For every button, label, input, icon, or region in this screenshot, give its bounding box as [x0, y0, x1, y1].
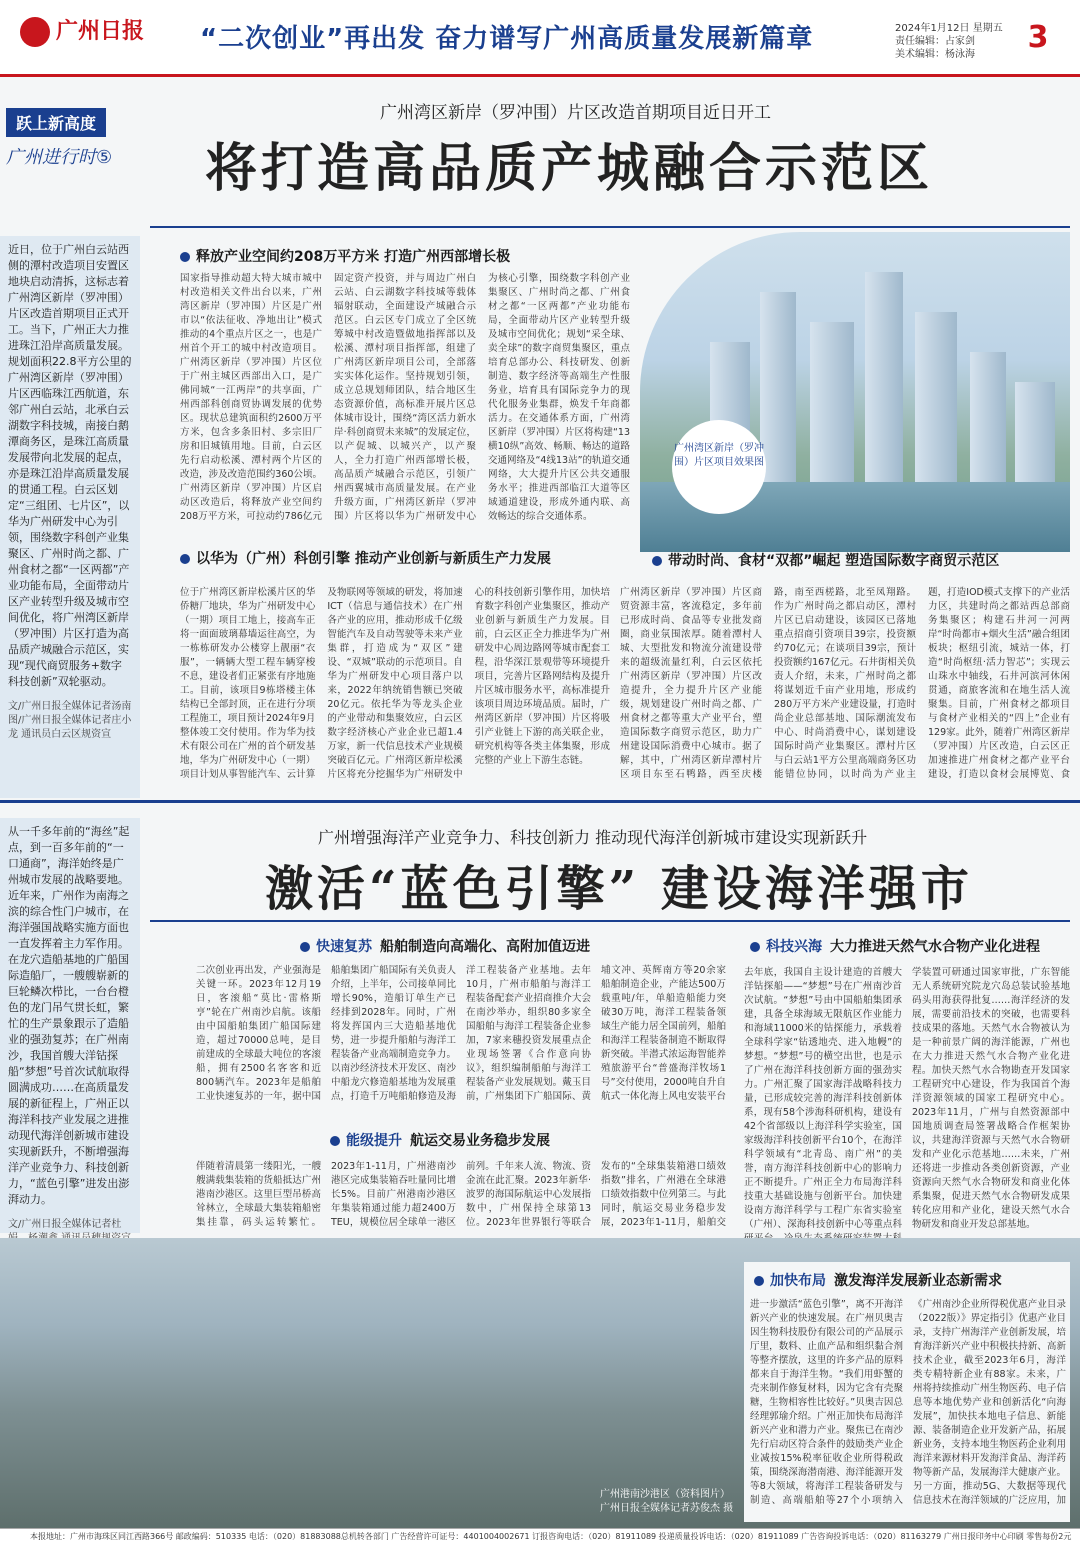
- editor-credit: 责任编辑：占家剑: [895, 36, 975, 47]
- story1-divider: [150, 226, 1070, 228]
- masthead: [0, 0, 1080, 77]
- story1-subtitle: 广州湾区新岸（罗冲围）片区改造首期项目近日开工: [380, 103, 771, 123]
- story2-section1-body: 二次创业再出发，产业强海是关键一环。2023年12月19日，客滚船“莫比·雷格斯亨”轮在广州南沙启航。该船由中国船舶集团广船国际建造，超过70000总吨，是目前建成的全球最大吨位的客滚船，拥有2500名客客和近800辆汽车。2023年是船舶工业快速复苏的一年，据中国船舶集团广船国际有关负责人介绍，上半年，公司接单同比增长90%，造船订单生产已经排到2028年。同时，广州将发挥国内三大造船基地优势，进一步提升船舶与海洋工程装备产业高端制造竞争力。以南沙经济技术开发区、南沙中船龙穴修造船基地为发展重点，打造千万吨船舶修造及海洋工程装备产业基地。去年10月，广州市船舶与海洋工程装备配套产业招商推介大会在南沙举办，组织80多家全国船舶与海洋工程装备企业参加，7家来穗投资发展重点企业现场签署《合作意向协议》，组织编制船舶与海洋工程装备产业发展规划。戴玉目前，广州集团下广船国际、黄埔文冲、英辉南方等20余家船舶制造企业，产能达500万载重吨/年，单船造船能力突破30万吨，海洋工程装备领域生产能力居全国前列，船舶和海洋工程装备制造不断取得新突破。半潜式浓运海智能养殖旅游平台“普盛海洋牧场1号”交付使用，2000吨自升自航式一体化海上风电安装平台: [196, 965, 726, 1102]
- story1-title: 将打造高品质产城融合示范区: [205, 138, 934, 199]
- series-tag-title: 跃上新高度: [6, 108, 106, 137]
- tower-shape: [1015, 382, 1055, 492]
- page-footer: 本报地址：广州市海珠区同江西路366号 邮政编码：510335 电话：（020）81883088总机转各部门 广告经营许可证号：4401004002671 订报咨询电话：（020）81911089 投递质量投诉电话：（020）81911089 广告咨询投诉电话：（020）81163279 广州日报印务中心印刷 零售每份2元: [0, 1528, 1080, 1544]
- story1-section1-heading: [180, 246, 510, 266]
- bullet-dot-icon: [180, 554, 190, 564]
- issue-date: 2024年1月12日 星期五: [895, 23, 1003, 34]
- story2-section2-body: 伴随着清晨第一缕阳光，一艘艘满载集装箱的货船抵达广州港南沙港区。这里巨型吊桥高耸林立，全球最大集装箱船密集挂靠，码头运转繁忙。2023年1-11月，广州港南沙港区完成集装箱吞吐量同比增长5%。目前广州港南沙港区年集装箱通过能力超2400万TEU，规模位居全球单一港区前列。千年来人流、物流、资金流在此汇聚。2023年新华·波罗的海国际航运中心发展指数中，广州保持全球第13位。2023年世界银行等联合发布的“全球集装箱港口绩效指数”排名，广州港在全球港口绩效指数中位列第三。与此同时，航运交易业务稳步发展，2023年1-11月，船舶交: [196, 1161, 726, 1228]
- page-banner-headline: “二次创业”再出发 奋力谱写广州高质量发展新篇章: [200, 24, 814, 54]
- story1-section1-body: 国家指导推动超大特大城市城中村改造相关文件出台以来，广州湾区新岸（罗冲围）片区是广州市以“依法征收、净地出让”模式推动的4个重点片区之一，也是广州首个开工的城中村改造项目。广州湾区新岸（罗冲围）片区位于广州主城区西部出入口，是广佛同城“一江两岸”的共享面，广州西部科创商贸协调发展的优势区。现状总建筑面积约2600万平方米，包含多条旧村、多宗旧厂房和旧城镇用地。目前，白云区先行启动松溪、潭村两个片区的改造，涉及改造范围约360公顷。广州湾区新岸（罗冲围）片区启动区改造后，将释放产业空间约208万平方米，可拉动约786亿元固定资产投资，并与周边广州白云站、白云湖数字科技城等载体辐射联动，全面建设产城融合示范区。白云区专门成立了全区统筹城中村改造暨做地指挥部以及松溪、潭村项目指挥部，组建了广州湾区新岸项目公司，全部落实实体化运作。坚持规划引领，成立总规划师团队，结合地区生态资源价值，高标准开展片区总体城市设计，围绕“湾区活力新水岸·科创商贸未来城”的发展定位，以产促城、以城兴产，以产聚人，全力打造广州西部增长极，高品质产城融合示范区，引领广州西翼城市高质量发展。在产业升级方面，广州湾区新岸（罗冲围）片区将以华为广州研发中心为核心引擎，围绕数字科创产业集聚区、广州时尚之都、广州食材之都“一区两都”产业功能布局，全面带动片区产业转型升级及城市空间优化；规划“采全球、卖全球”的数字商贸集聚区，重点培育总部办公、科技研发、创新制造、数字经济等高端生产性服务业，培育具有国际竞争力的现代化服务业集群，焕发千年商都活力。在交通体系方面，广州湾区新岸（罗冲围）片区将构建“13横10纵”高效、畅顺、畅达的道路交通网络及“4线13站”的轨道交通网络，大大提升片区公共交通服务水平；推进西部临江大道等区域通道建设，形成外通内联、高效畅达的综合交通体系。: [180, 273, 630, 522]
- newspaper-logo: [20, 14, 160, 54]
- dateline: [895, 22, 1003, 61]
- story1-section2-heading: [180, 548, 551, 568]
- story2-section2-title: 航运交易业务稳步发展: [410, 1133, 550, 1149]
- tower-shape: [865, 272, 903, 492]
- story2-section4-heading: [754, 1270, 1002, 1290]
- art-editor-credit: 美术编辑：杨泳海: [895, 49, 975, 60]
- port-photo-caption: [600, 1488, 733, 1516]
- story1-lead-sidebar: [0, 236, 140, 798]
- tower-shape: [970, 352, 1006, 492]
- series-tag-subtitle: 广州进行时⑤: [6, 147, 113, 168]
- story2-section3-tag: 科技兴海: [766, 939, 822, 955]
- logo-emblem-icon: [20, 17, 50, 47]
- bullet-dot-icon: [750, 942, 760, 952]
- page-number: 3: [1027, 20, 1049, 55]
- bullet-dot-icon: [754, 1276, 764, 1286]
- series-tag: [6, 108, 176, 178]
- story2-section1-title: 船舶制造向高端化、高附加值迈进: [380, 939, 590, 955]
- bullet-dot-icon: [330, 1136, 340, 1146]
- district-image-caption: 广州湾区新岸（罗冲围）片区项目效果图: [672, 420, 766, 514]
- port-caption-credit: 广州日报全媒体记者苏俊杰 摄: [600, 1503, 734, 1514]
- tower-shape: [915, 312, 957, 492]
- story1-section2-body: 位于广州湾区新岸松溪片区的华侨糖厂地块，华为广州研发中心（一期）项目工地上，接高车正将一面面玻璃幕墙运往高空，为一栋栋研发办公楼穿上靓丽“衣服”，一辆辆大型工程车辆穿梭不息，建设者们正紧张有序地施工。目前，该项目9栋塔楼主体结构已全部封顶，正在进行分项工程施工，项目预计2024年9月整体竣工交付使用。作为华为技术有限公司在广州的首个研发基地，华为广州研发中心（一期）项目计划从事智能汽车、云计算及物联网等领域的研发，将加速ICT（信息与通信技术）在广州各产业的应用，推动形成千亿级智能汽车及自动驾驶等未来产业集群，打造成为“双区”建设、“双城”联动的示范项目。自华为广州研发中心项目落户以来，2022年纳统销售额已突破20亿元。依托华为等龙头企业的产业带动和集聚效应，白云区数字经济核心产业企业已超1.4万家，新一代信息技术产业规模突破百亿元。广州湾区新岸松溪片区将充分挖掘华为广州研发中心的科技创新引擎作用，加快培育数字科创产业集聚区，推动产业创新与新质生产力发展。目前，白云区正全力推进华为广州研发中心周边路网等城市配套工程，沿华深江景观带等环境提升项目，完善片区路网结构及提升片区城市服务水平，高标准提升该项目周边环境品质。届时，广州湾区新岸（罗冲围）片区将吸引产业链上下游的高关联企业，研究机构等各类主体集聚，形成完整的产业上下游生态链。: [180, 587, 610, 780]
- bullet-dot-icon: [300, 942, 310, 952]
- story2-section1-heading: [300, 936, 590, 956]
- story2-section4-title: 激发海洋发展新业态新需求: [834, 1273, 1002, 1289]
- story2-section1-tag: 快速复苏: [316, 939, 372, 955]
- story2-section2-heading: [330, 1130, 550, 1150]
- logo-text: 广州日报: [56, 18, 145, 44]
- story2-byline: 文/广州日报全媒体记者杜: [8, 1219, 122, 1230]
- story2-section4-body: 进一步激活“蓝色引擎”，离不开海洋新兴产业的快速发展。在广州贝奥吉因生物科技股份有限公司的产品展示厅里，数料、止血产品和组织黏合剂等整齐摆放，这里的许多产品的原料都来自于海洋生物。“我们用虾蟹的壳来制作修复材料，因为它含有壳聚糖，生物相容性比较好。”贝奥吉因总经理郭瑜介绍。广州正加快布局海洋新兴产业和潜力产业。聚焦已在南沙先行启动区符合条件的鼓励类产业企业减按15%税率征收企业所得税政策，围绕深海潜南港、海洋能源开发等8大领域，将海洋工程装备研发与制造、高端船舶等27个小项纳入《广州南沙企业所得税优惠产业目录（2022版）》界定指引》优惠产业目录，支持广州海洋产业创新发展，培育海洋新兴产业中积极扶持新、高新技术企业，截至2023年6月，海洋类专精特新企业有88家。未来，广州将持续推动广州生物医药、电子信息等本地优势产业和创新活化“向海发展”，加快扶本地电子信息、新能源、装备制造企业开发新产品，拓展新业务，支持本地生物医药企业利用海洋来源材料开发海洋食品、海洋药物等新产品，发展海洋大健康产业。另一方面，推动5G、大数据等现代信息技术在海洋领域的广泛应用，加: [750, 1299, 1066, 1506]
- story2-section2-tag: 能级提升: [346, 1133, 402, 1149]
- story1-section1-title: 释放产业空间约208万平方米 打造广州西部增长极: [196, 249, 511, 265]
- story2-divider: [150, 920, 1070, 922]
- story1-lead-text: 近日，位于广州白云站西侧的潭村改造项目安置区地块启动清拆，这标志着广州湾区新岸（罗冲围）片区改造首期项目正式开工。当下，广州正大力推进珠江沿岸高质量发展。规划面积22.8平方公里的广州湾区新岸（罗冲围）片区西临珠江西航道，东邻广州白云站，北承白云湖数字科技城，南接白鹅潭商务区，是珠江高质量发展带向北发展的起点，亦是珠江沿岸高质量发展的贯通工程。白云区划定“三组团、七片区”，以华为广州研发中心为引领，围绕数字科创产业集聚区、广州时尚之都、广州食材之都“一区两都”产业功能布局，全面带动片区产业转型升级及城市空间优化，将广州湾区新岸（罗冲围）片区打造为高品质产城融合示范区，实现“现代商贸服务+数字科技创新”双轮驱动。: [8, 243, 132, 688]
- story1-section3-body: 广州湾区新岸（罗冲围）片区商贸资源丰富，客流稳定，多年前已形成时尚、食品等专业批发商圈，商业氛围浓厚。随着潭村人城、大型批发和物流分流建设带来的超级流量红利，白云区依托广州湾区新岸（罗冲围）片区改造提升，全力提升片区产业能级，规划建设广州时尚之都、广州食材之都等重大产业平台，塑造国际数字商贸示范区，助力广州建设国际消费中心城市。据了解，其中，广州湾区新岸潭村片区项目东至石鸭路，西至庆楼路，南至西槎路，北至凤翔路。作为广州时尚之都启动区，潭村片区已启动建设，该园区已落地重点招商引资项目39宗，投资额约70亿元；在谈项目39宗，预计投资额约167亿元。石井街相关负责人介绍，未来，广州时尚之都将谋划近千亩产业用地，形成约280万平方米产业建设量，打造时尚企业总部基地、国际潮流发布中心、时尚消费中心，谋划建设国际时尚产业集聚区。潭村片区与白云站1平方公里高端商务区功能错位协同，以时尚为产业主题，打造IOD模式支撑下的产业活力区，共建时尚之都站西总部商务集聚区；构建石井河一河两岸“时尚都市+烟火生活”融合组团板块；枢纽引流，城站一体，打造“时尚枢纽·活力智芯”；实现云山珠水中轴线，石井河滨河休闲贯通，商旅客流和在地生活人流聚集。目前，广州食材之都项目与食材产业相关的“四上”企业有129家。此外，随着广州湾区新岸（罗冲围）片区改造，白云区正加速推进广州食材之都产业平台建设，打造以食材会展博览、食: [620, 587, 1070, 780]
- story1-section3-heading: [652, 550, 999, 570]
- story2-title: 激活“蓝色引擎” 建设海洋强市: [265, 861, 973, 917]
- bullet-dot-icon: [652, 556, 662, 566]
- story1-section3-title: 带动时尚、食材“双都”崛起 塑造国际数字商贸示范区: [668, 553, 1000, 569]
- story2-section3-body: 去年底，我国自主设计建造的首艘大洋钻探船——“梦想”号在广州南沙首次试航。“梦想”号由中国船舶集团承建，具备全球海域无限航区作业能力和海域11000米的钻探能力，承载着全球科学家“钻透地壳、进入地幔”的梦想。“梦想”号的横空出世，也是示了广州在海洋科技创新方面的强劲实力。广州汇聚了国家海洋战略科技力量，已形成较完善的海洋科技创新体系，现有58个涉海科研机构，建设有42个省部级以上海洋科学实验室，国家级海洋科技创新平台10个，在海洋科学领域有“北青岛、南广州”的美誉，南方海洋科技创新中心的影响力正不断提升。广州正全力布局海洋科技重大基础设施与创新平台。加快建设南方海洋科学与工程广东省实验室（广州）、深海科技创新中心等重点科 学装置可研通过国家审批，广东智能无人系统研究院龙穴岛总装试验基地码头用海获得批复……海洋经济的发展，需要前沿技术的突破，也需要科技成果的落地。天然气水合物被认为是一种前景广阔的海洋能源，广州也在大力推进天然气水合物产业化进程。加快天然气水合物勘查开发国家工程研究中心建设，作为我国首个海洋资源领域的国家工程研究中心。2023年11月，广州与自然资源部中国地质调查局签署战略合作框架协议，共建海洋资源与天然气水合物研发和产业化示范基地……未来，广州还将进一步推动各类创新资源，产业资源向天然气水合物研发和商业化体系集聚，促进天然气水合物研发成果转化应用和产业化，建设天然气水合物研发和商业开发总部基地。: [744, 967, 1070, 1230]
- story2-lead-text: 从一千多年前的“海丝”起点，到一百多年前的“一口通商”，海洋始终是广州城市发展的战略要地。近年来，广州作为南海之滨的综合性门户城市，在海洋强国战略实施方面也一直发挥着主力军作用。在龙穴造船基地的广船国际造船厂，一艘艘崭新的巨轮鳞次栉比，一台台橙色的龙门吊气贯长虹，繁忙的生产景象跟示了造船业的强劲复苏；在广州南沙，我国首艘大洋钻探船“梦想”号首次试航取得圆满成功……在高质量发展的新征程上，广州正以海洋科技产业发展之进推动现代海洋创新城市建设实现新跃升，不断增强海洋产业竞争力、科技创新力，“蓝色引擎”进发出澎湃动力。: [8, 825, 130, 1206]
- story2-section3-heading: [750, 936, 1040, 956]
- port-caption-title: 广州港南沙港区（资料图片）: [600, 1489, 730, 1500]
- bullet-dot-icon: [180, 252, 190, 262]
- story2-section3-title: 大力推进天然气水合物产业化进程: [830, 939, 1040, 955]
- story2-lead-sidebar: [0, 818, 140, 1233]
- story2-subtitle: 广州增强海洋产业竞争力、科技创新力 推动现代海洋创新城市建设实现新跃升: [318, 828, 868, 847]
- story2-section4-tag: 加快布局: [770, 1273, 826, 1289]
- story1-byline: 文/广州日报全媒体记者汤南 图/广州日报全媒体记者庄小龙 通讯员白云区规资宣: [8, 701, 132, 740]
- story1-section2-title: 以华为（广州）科创引擎 推动产业创新与新质生产力发展: [196, 551, 551, 567]
- tower-shape: [810, 322, 854, 492]
- story-separator: [0, 800, 1080, 803]
